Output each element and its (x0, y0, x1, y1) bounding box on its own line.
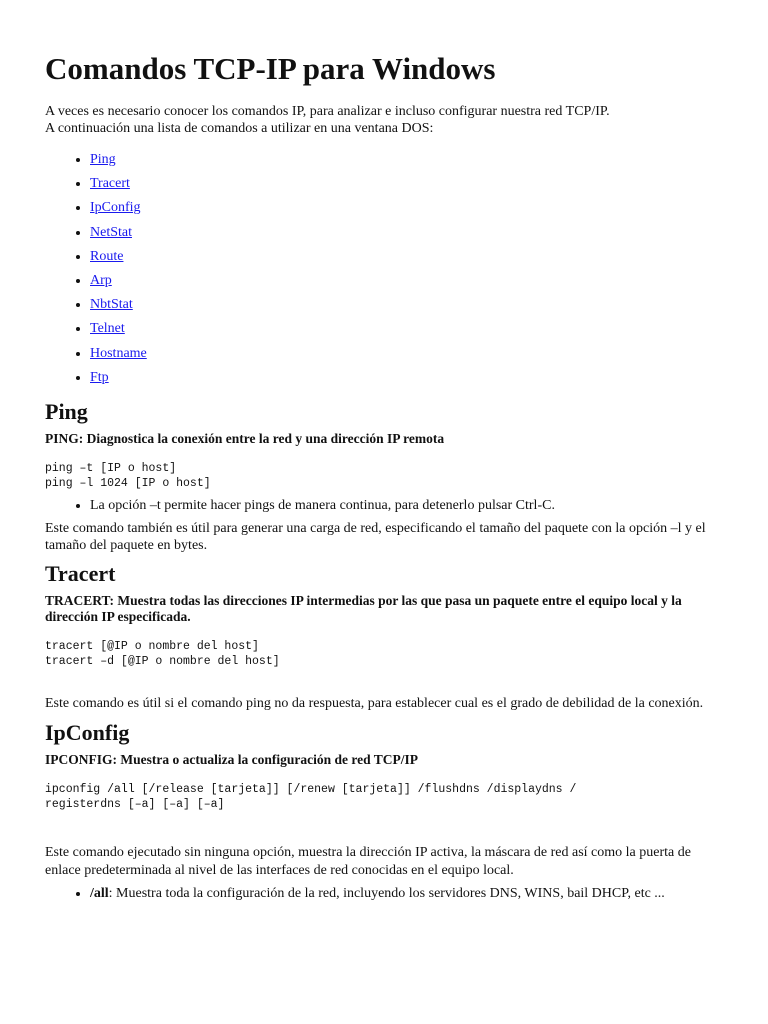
toc-link-route[interactable]: Route (90, 248, 124, 264)
intro-line-2: A continuación una lista de comandos a utilizar en una ventana DOS: (45, 121, 434, 136)
list-item (90, 199, 723, 223)
section-text-ipconfig: Este comando ejecutado sin ninguna opción, muestra la dirección IP activa, la máscara de red así como la puerta de enlace predeterminada al nivel de las interfaces de red conocidas en el equipo local. (45, 845, 691, 878)
section-tracert (45, 561, 723, 713)
code-block-ipconfig: ipconfig /all [/release [tarjeta]] [/renew [tarjeta]] /flushdns /displaydns / registerdns [–a] [–a] [–a] (45, 783, 577, 812)
toc-link-arp[interactable]: Arp (90, 272, 112, 288)
intro-line-1: A veces es necesario conocer los comandos IP, para analizar e incluso configurar nuestra red TCP/IP. (45, 104, 610, 119)
list-item (90, 248, 723, 272)
list-item (90, 345, 723, 369)
section-ping (45, 399, 723, 555)
list-item (90, 272, 723, 296)
list-item (90, 320, 723, 344)
section-subtitle-ipconfig: IPCONFIG: Muestra o actualiza la configuración de red TCP/IP (45, 752, 418, 768)
options-list-ping (45, 497, 723, 514)
options-list-ipconfig (45, 885, 723, 902)
toc-link-ping[interactable]: Ping (90, 152, 116, 167)
list-item (90, 224, 723, 248)
list-item (90, 885, 723, 902)
list-item (90, 175, 723, 199)
list-item (90, 369, 723, 393)
code-block-tracert: tracert [@IP o nombre del host] tracert –d [@IP o nombre del host] (45, 639, 280, 668)
toc-link-netstat[interactable]: NetStat (90, 224, 132, 240)
section-heading-tracert: Tracert (45, 560, 116, 586)
toc-link-ipconfig[interactable]: IpConfig (90, 200, 141, 216)
option-label-all: /all (90, 886, 109, 902)
intro-paragraph (45, 103, 723, 137)
toc-link-tracert[interactable]: Tracert (90, 176, 130, 192)
option-description-all: : Muestra toda la configuración de la red, incluyendo los servidores DNS, WINS, bail DHCP, etc ... (108, 886, 665, 902)
toc-link-ftp[interactable]: Ftp (90, 369, 109, 385)
section-text-tracert: Este comando es útil si el comando ping no da respuesta, para establecer cual es el grado de debilidad de la conexión. (45, 695, 704, 711)
toc-link-nbtstat[interactable]: NbtStat (90, 297, 133, 313)
list-item (90, 296, 723, 320)
list-item (90, 151, 723, 175)
list-item: • La opción –t permite hacer pings de manera continua, para detenerlo pulsar Ctrl-C. (90, 497, 723, 514)
code-block-ping: ping –t [IP o host] ping –l 1024 [IP o host] (45, 461, 211, 490)
section-subtitle-tracert: TRACERT: Muestra todas las direcciones IP intermedias por las que pasa un paquete entre el equipo local y la dirección IP especificada. (45, 592, 682, 624)
section-heading-ipconfig: IpConfig (45, 720, 130, 746)
command-index-list (45, 151, 723, 393)
section-heading-ping: Ping (45, 398, 88, 424)
page-title: Comandos TCP-IP para Windows (45, 51, 496, 86)
section-ipconfig (45, 720, 723, 902)
section-subtitle-ping: PING: Diagnostica la conexión entre la red y una dirección IP remota (45, 430, 445, 446)
toc-link-telnet[interactable]: Telnet (90, 321, 125, 337)
toc-link-hostname[interactable]: Hostname (90, 345, 147, 361)
section-text-ping: Este comando también es útil para generar una carga de red, especificando el tamaño del paquete con la opción –l y el tamaño del paquete en bytes. (45, 520, 706, 554)
